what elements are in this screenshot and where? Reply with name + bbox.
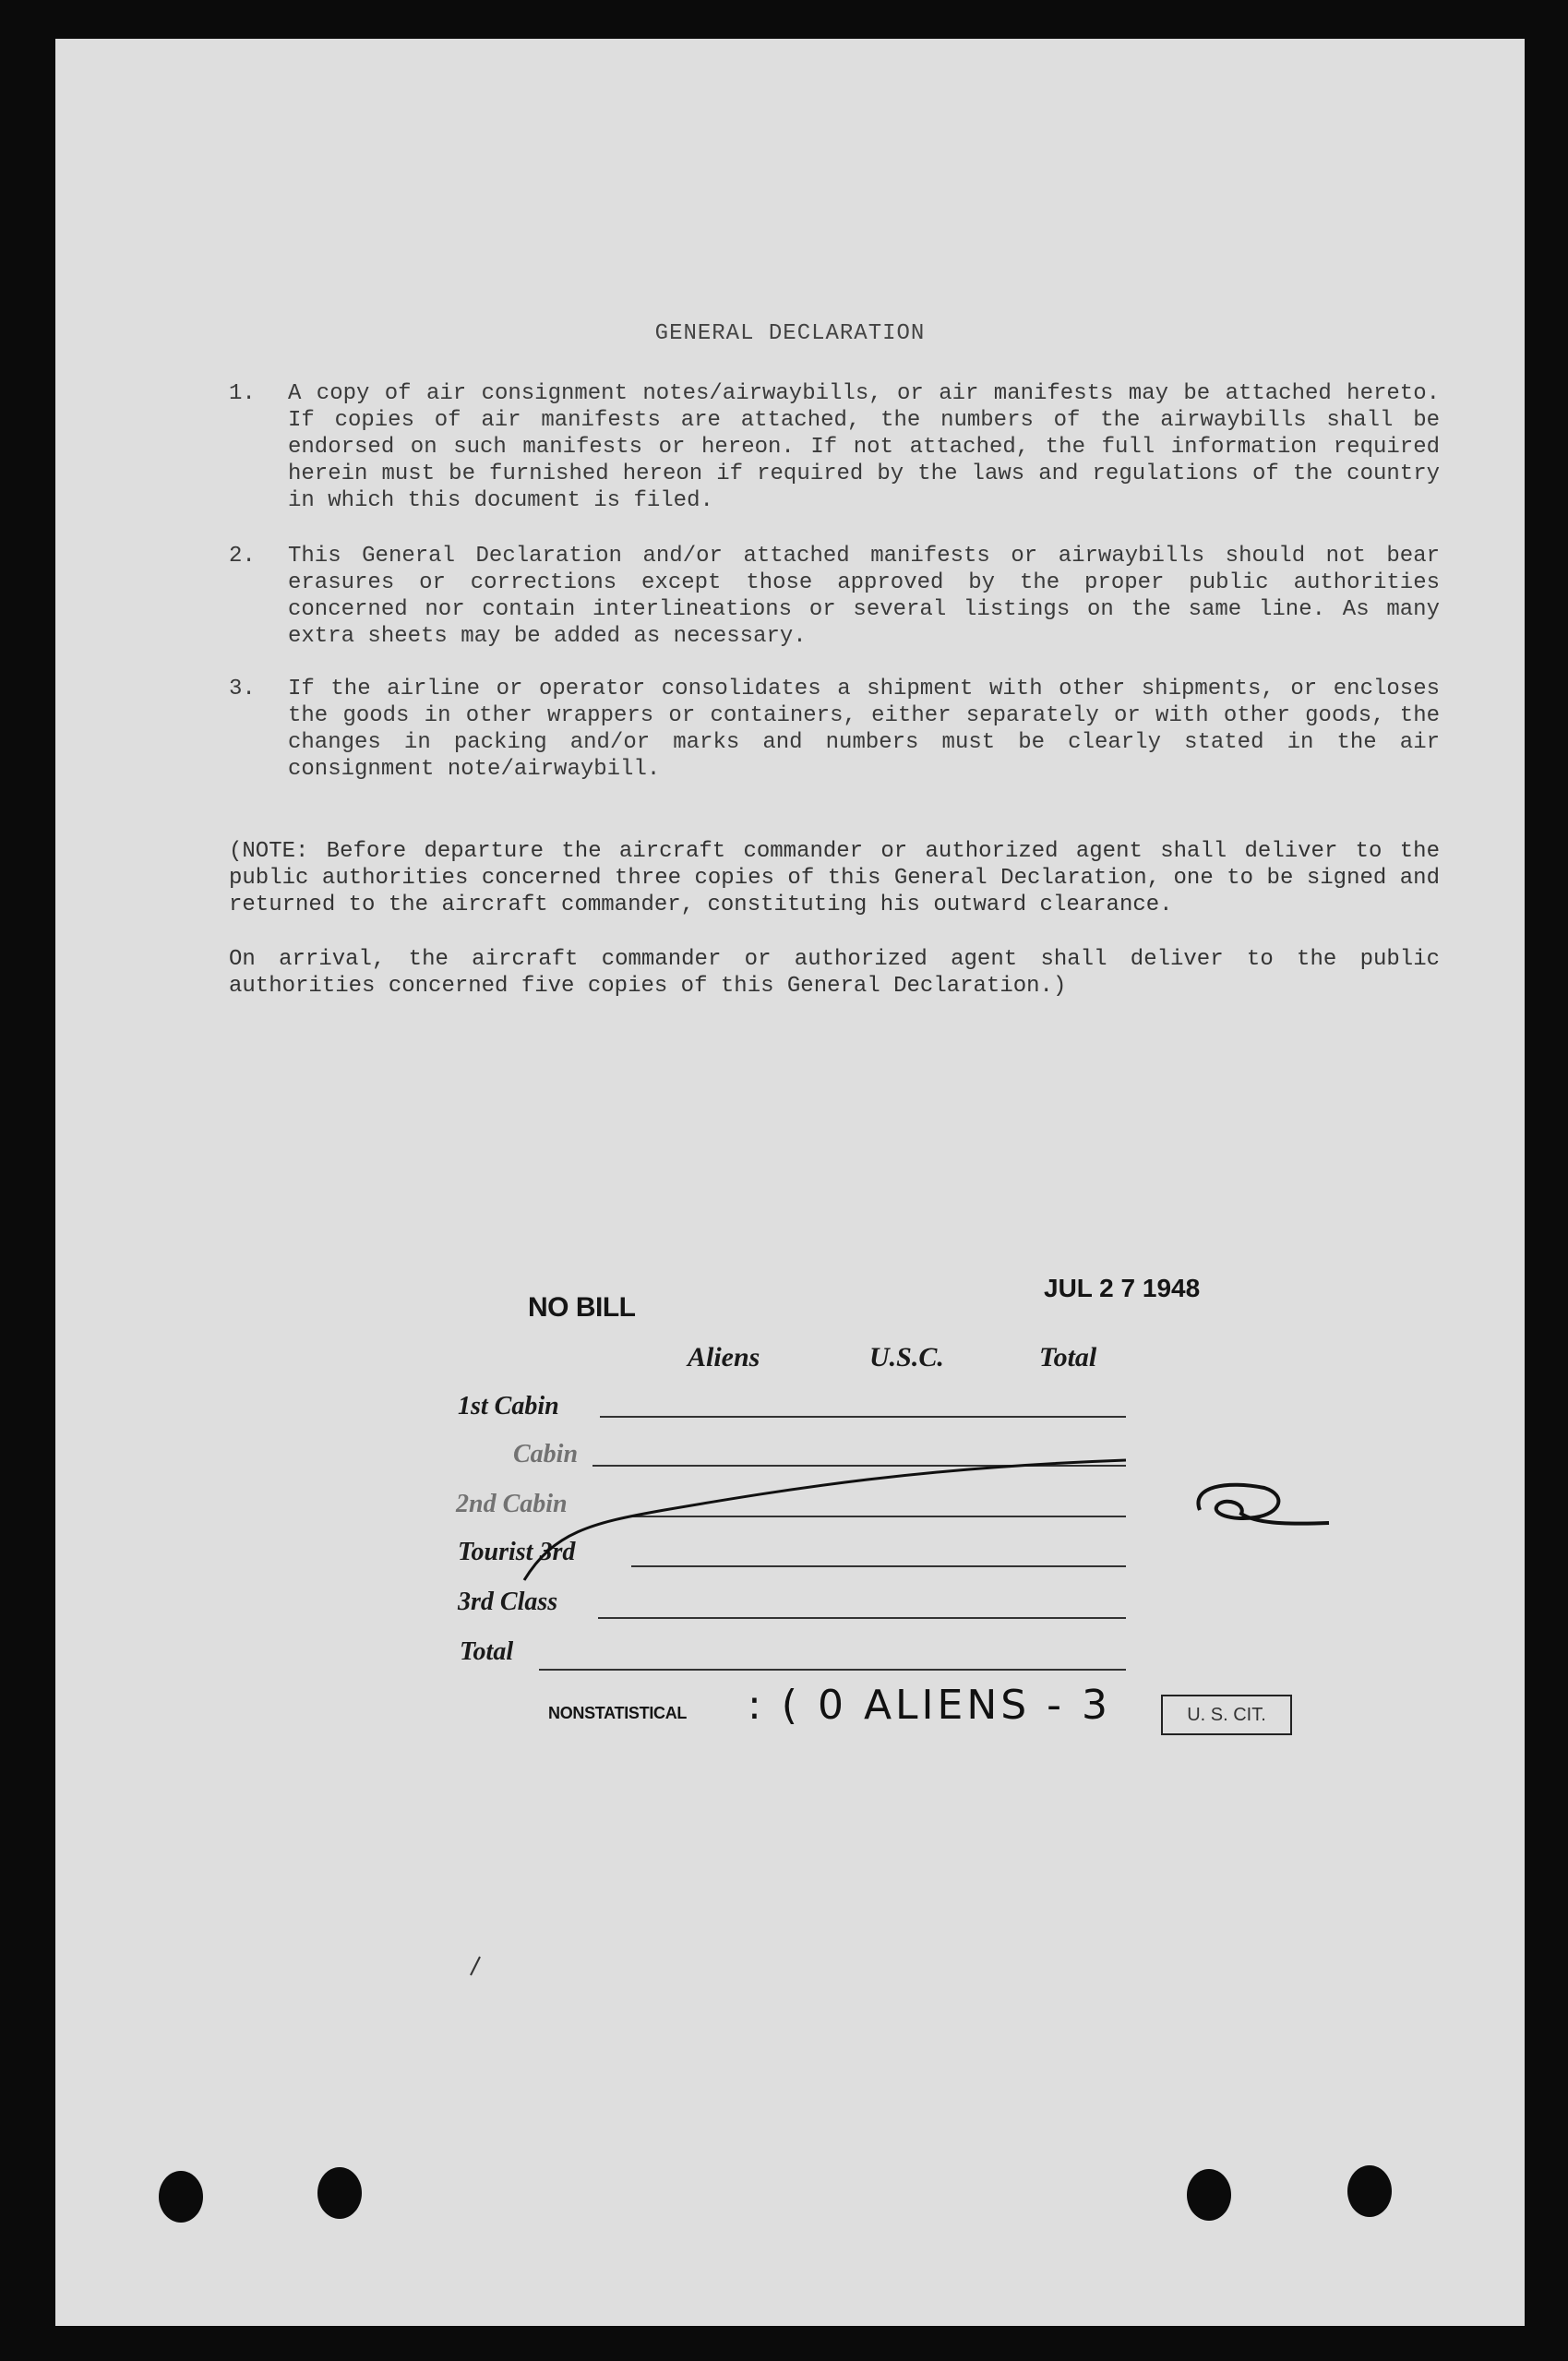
item-number: 1. (229, 381, 256, 406)
column-aliens: Aliens (688, 1342, 760, 1372)
strikethrough-stroke (524, 1460, 1126, 1580)
item-number: 2. (229, 544, 256, 569)
item-text: This General Declaration and/or attached manifests or airwaybills should not bear erasures or corrections except those approved by the proper public authorities concerned nor contain interlineations or several listings on the same line. As many extra sheets may be added as necessary. (288, 544, 1440, 649)
punch-hole (1187, 2169, 1231, 2221)
us-cit-stamp: U. S. CIT. (1161, 1695, 1292, 1735)
punch-hole (317, 2167, 362, 2219)
no-bill-stamp: NO BILL (528, 1292, 636, 1323)
handwritten-annotation: : ( 0 ALIENS - 3 (748, 1682, 1112, 1729)
row-label-total: Total (460, 1637, 514, 1666)
document-title: GENERAL DECLARATION (654, 321, 926, 346)
scratch-mark (471, 1957, 480, 1975)
row-label-cabin: Cabin (513, 1440, 579, 1468)
column-usc: U.S.C. (869, 1342, 944, 1372)
row-label-1st-cabin: 1st Cabin (458, 1392, 559, 1420)
item-text: A copy of air consignment notes/airwaybills, or air manifests may be attached hereto. If copies of air manifests are attached, the numbers of the airwaybills shall be endorsed on such manifests or hereon. If not attached, the full information required herein must be furnished hereon if required by the laws and regulations of the country in which this document is filed. (288, 381, 1440, 513)
punch-hole (1347, 2165, 1392, 2217)
punch-hole (159, 2171, 203, 2223)
row-label-tourist-3rd: Tourist 3rd (458, 1538, 576, 1566)
date-stamp: JUL 2 7 1948 (1044, 1274, 1201, 1302)
row-label-3rd-class: 3rd Class (458, 1588, 558, 1616)
departure-note: (NOTE: Before departure the aircraft commander or authorized agent shall deliver to the public authorities concerned three copies of this General Declaration, one to be signed and returned to the aircraft commander, constituting his outward clearance. (229, 839, 1440, 917)
nonstatistical-stamp: NONSTATISTICAL (548, 1704, 688, 1722)
initials-mark (1198, 1485, 1329, 1524)
item-number: 3. (229, 677, 256, 701)
arrival-note: On arrival, the aircraft commander or authorized agent shall deliver to the public authorities concerned five copies of this General Declaration.) (229, 947, 1440, 999)
item-text: If the airline or operator consolidates a shipment with other shipments, or encloses the goods in other wrappers or containers, either separately or with other goods, the changes in packing and/or marks and numbers must be clearly stated in the air consignment note/airwaybill. (288, 677, 1440, 782)
row-label-2nd-cabin: 2nd Cabin (456, 1490, 568, 1518)
column-total: Total (1039, 1342, 1097, 1372)
